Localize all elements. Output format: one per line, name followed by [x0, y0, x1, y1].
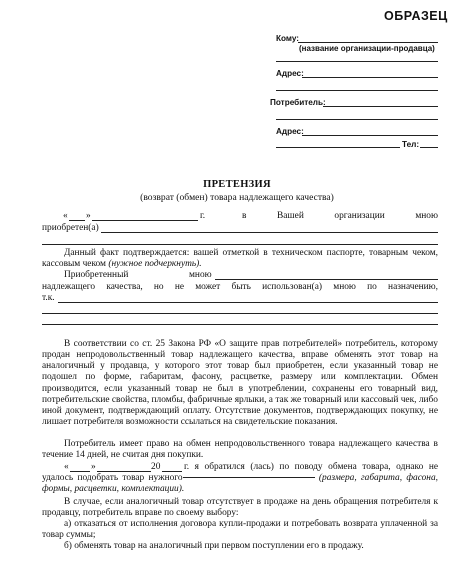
reason-field[interactable]: [58, 302, 438, 303]
acquired-label: приобретен(а): [42, 223, 99, 233]
address-label: Адрес:: [276, 69, 304, 78]
date-row: [42, 211, 438, 223]
consumer-field-2[interactable]: [276, 119, 438, 120]
appeal-date-close: »: [91, 462, 96, 472]
missing-item-paragraph: В случае, если аналогичный товар отсутствует в продаже на день обращения потребителя к продавцу, потребитель вправе по своему выбору:: [42, 497, 438, 519]
appeal-year-prefix: 20: [151, 462, 161, 472]
date-close-quote: »: [86, 211, 91, 221]
confirmation-text: Данный факт подтверждается: вашей отметкой в техническом паспорте, товарным чеком, кассовым чеком: [42, 248, 438, 270]
year-suffix: г.: [200, 211, 206, 221]
confirmation-paragraph: [42, 248, 438, 270]
appeal-paragraph: [42, 462, 438, 496]
consumer-address-field-2[interactable]: [276, 147, 400, 148]
consumer-address-label: Адрес:: [276, 127, 304, 136]
reason-label: т.к.: [42, 293, 55, 303]
phone-label: Тел:: [402, 140, 420, 149]
appeal-item-field[interactable]: [183, 477, 315, 478]
to-field-2[interactable]: [276, 61, 438, 62]
sample-stamp: ОБРАЗЕЦ: [384, 9, 448, 23]
phone-field[interactable]: [420, 147, 438, 148]
consumer-label: Потребитель:: [270, 98, 326, 107]
appeal-date-open: «: [64, 462, 69, 472]
acquired-by-me-label-2: мною: [189, 270, 212, 280]
to-hint: (название организации-продавца): [299, 44, 435, 53]
appeal-text: г. я обратился (лась) по поводу обмена товара, однако не удалось подобрать товар нужного (размера, габарита, фасона, формы, расцветки, комплектации).: [42, 462, 438, 495]
quality-text: надлежащего качества, но не может быть использован(а) мною по назначению,: [42, 282, 438, 292]
acquired-by-me-label: Приобретенный: [64, 270, 129, 280]
exchange-paragraph: Потребитель имеет право на обмен непродовольственного товара надлежащего качества в течение 14 дней, не считая дня покупки.: [42, 439, 438, 461]
reason-field-3[interactable]: [42, 324, 438, 325]
reason-field-2[interactable]: [42, 313, 438, 314]
acquired-field-2[interactable]: [42, 244, 438, 245]
date-open-quote: «: [63, 211, 68, 221]
law-paragraph: В соответствии со ст. 25 Закона РФ «О защите прав потребителей» потребитель, которому продан непродовольственный товар надлежащего качества, вправе обменять этот товар на аналогичный у продавца, у которого этот товар был приобретен, если указанный товар не подошел по форме, габаритам, фасону, расцветке, размеру или комплектации. Обмен производится, если указанный товар не был в употреблении, сохранены его товарный вид, потребительские свойства, пломбы, фабричные ярлыки, а так же товарный или кассовый чек, либо иной документ, подтверждающий оплату. Отсутствие документов, подтверждающих покупку, не лишает потребителя возможности ссылаться на свидетельские показания.: [42, 339, 438, 428]
consumer-address-field[interactable]: [302, 135, 438, 136]
acquired-field[interactable]: [101, 232, 438, 233]
consumer-field[interactable]: [323, 106, 438, 107]
confirmation-hint: (нужное подчеркнуть).: [108, 259, 202, 270]
date-month-year-field[interactable]: [92, 220, 198, 221]
option-b: б) обменять товар на аналогичный при первом поступлении его в продажу.: [64, 541, 364, 551]
address-field-2[interactable]: [276, 90, 438, 91]
document-title: ПРЕТЕНЗИЯ: [203, 179, 271, 190]
option-a: а) отказаться от исполнения договора купли-продажи и потребовать возврата уплаченной за товар суммы;: [42, 519, 438, 541]
to-label: Кому:: [276, 34, 300, 43]
to-field[interactable]: [298, 42, 438, 43]
in-your-org-text: в Вашей организации мною: [242, 211, 438, 221]
address-field[interactable]: [302, 77, 438, 78]
document-subtitle: (возврат (обмен) товара надлежащего качества): [140, 192, 334, 203]
date-day-field[interactable]: [69, 220, 85, 221]
item-name-field[interactable]: [215, 279, 438, 280]
appeal-hint: (размера, габарита, фасона, формы, расцветки, комплектации).: [42, 473, 438, 495]
